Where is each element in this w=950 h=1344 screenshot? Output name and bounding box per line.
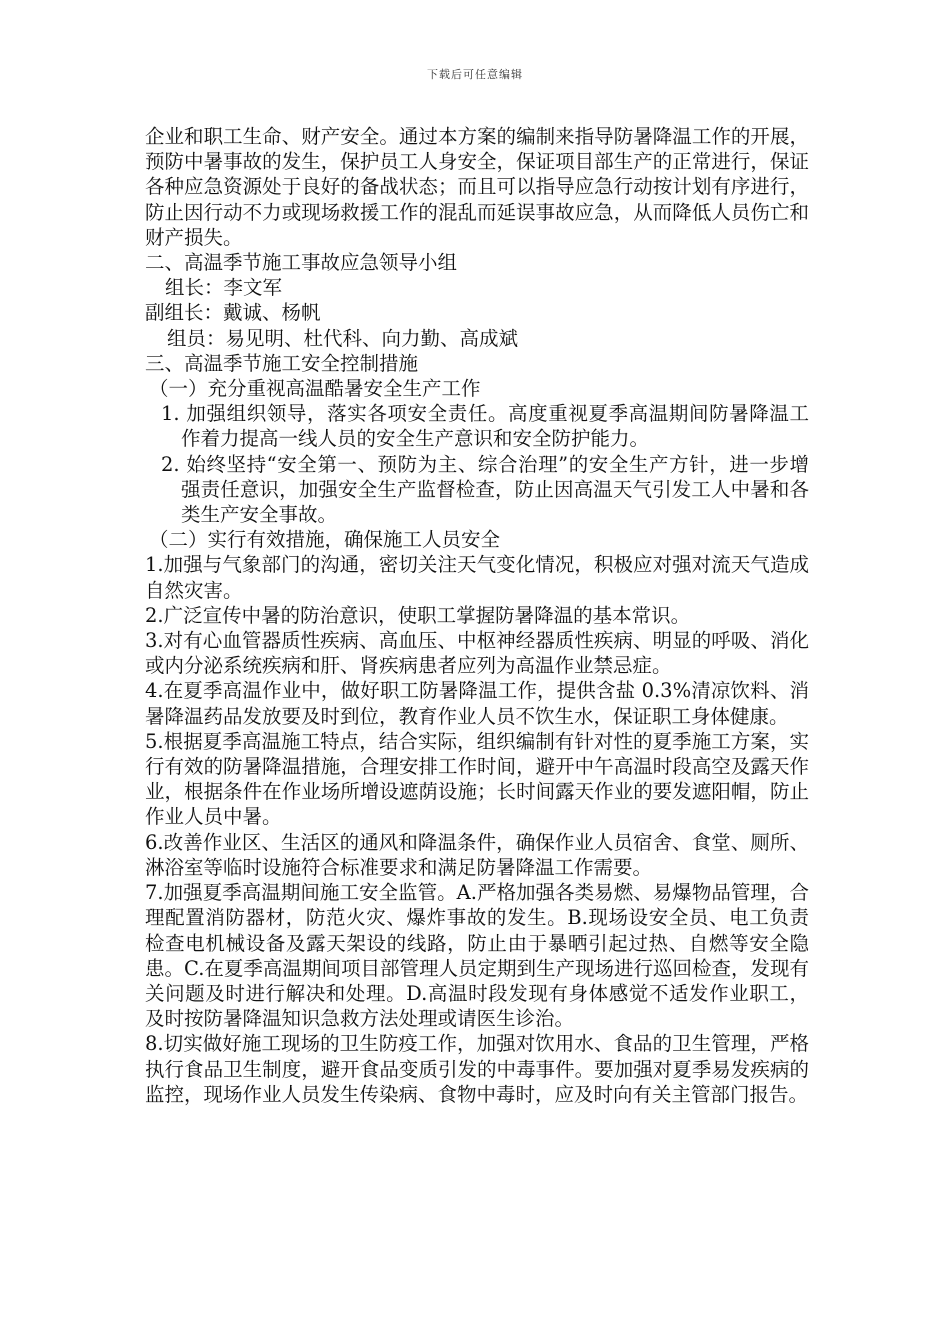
subsection-2-item: 8.切实做好施工现场的卫生防疫工作，加强对饮用水、食品的卫生管理，严格执行食品卫生制度，避开食品变质引发的中毒事件。要加强对夏季易发疾病的监控，现场作业人员发生传染病、食物中毒时，应及时向有关主管部门报告。 bbox=[145, 1032, 809, 1106]
subsection-2-item: 6.改善作业区、生活区的通风和降温条件，确保作业人员宿舍、食堂、厕所、淋浴室等临时设施符合标准要求和满足防暑降温工作需要。 bbox=[145, 830, 809, 879]
vice-leader-line: 副组长：戴诚、杨帆 bbox=[145, 301, 321, 325]
subsection-2-item: 7.加强夏季高温期间施工安全监管。A.严格加强各类易燃、易爆物品管理，合理配置消防器材，防范火灾、爆炸事故的发生。B.现场设安全员、电工负责检查电机械设备及露天架设的线路，防止由于暴晒引起过热、自燃等安全隐患。C.在夏季高温期间项目部管理人员定期到生产现场进行巡回检查，发现有关问题及时进行解决和处理。D.高温时段发现有身体感觉不适发作业职工，及时按防暑降温知识急救方法处理或请医生诊治。 bbox=[145, 881, 809, 1031]
subsection-2-item: 1.加强与气象部门的沟通，密切关注天气变化情况，积极应对强对流天气造成自然灾害。 bbox=[145, 553, 809, 602]
subsection-2-heading: （二）实行有效措施，确保施工人员安全 bbox=[149, 528, 501, 552]
members-line: 组员：易见明、杜代科、向力勤、高成斌 bbox=[167, 326, 519, 350]
subsection-1-item: 1. 加强组织领导，落实各项安全责任。高度重视夏季高温期间防暑降温工作着力提高一线人员的安全生产意识和安全防护能力。 bbox=[161, 402, 809, 451]
section-2-heading: 二、高温季节施工事故应急领导小组 bbox=[145, 251, 458, 275]
intro-paragraph: 企业和职工生命、财产安全。通过本方案的编制来指导防暑降温工作的开展，预防中暑事故的发生，保护员工人身安全，保证项目部生产的正常进行，保证各种应急资源处于良好的备战状态；而且可以指导应急行动按计划有序进行，防止因行动不力或现场救援工作的混乱而延误事故应急，从而降低人员伤亡和财产损失。 bbox=[145, 125, 809, 249]
document-body bbox=[145, 124, 809, 1107]
subsection-2-item: 5.根据夏季高温施工特点，结合实际，组织编制有针对性的夏季施工方案，实行有效的防暑降温措施，合理安排工作时间，避开中午高温时段高空及露天作业，根据条件在作业场所增设遮荫设施；长时间露天作业的要发遮阳帽，防止作业人员中暑。 bbox=[145, 729, 809, 829]
subsection-2-item: 4.在夏季高温作业中，做好职工防暑降温工作，提供含盐 0.3%清凉饮料、消暑降温药品发放要及时到位，教育作业人员不饮生水，保证职工身体健康。 bbox=[145, 679, 809, 728]
subsection-1-item: 2. 始终坚持“安全第一、预防为主、综合治理”的安全生产方针，进一步增强责任意识，加强安全生产监督检查，防止因高温天气引发工人中暑和各类生产安全事故。 bbox=[161, 452, 809, 527]
subsection-2-item: 2.广泛宣传中暑的防治意识，使职工掌握防暑降温的基本常识。 bbox=[145, 603, 691, 627]
subsection-1-heading: （一）充分重视高温酷暑安全生产工作 bbox=[149, 377, 481, 401]
subsection-2-item: 3.对有心血管器质性疾病、高血压、中枢神经器质性疾病、明显的呼吸、消化或内分泌系统疾病和肝、肾疾病患者应列为高温作业禁忌症。 bbox=[145, 629, 809, 678]
leader-line: 组长：李文军 bbox=[165, 276, 283, 300]
section-3-heading: 三、高温季节施工安全控制措施 bbox=[145, 351, 419, 375]
page-header-note: 下载后可任意编辑 bbox=[427, 68, 523, 81]
